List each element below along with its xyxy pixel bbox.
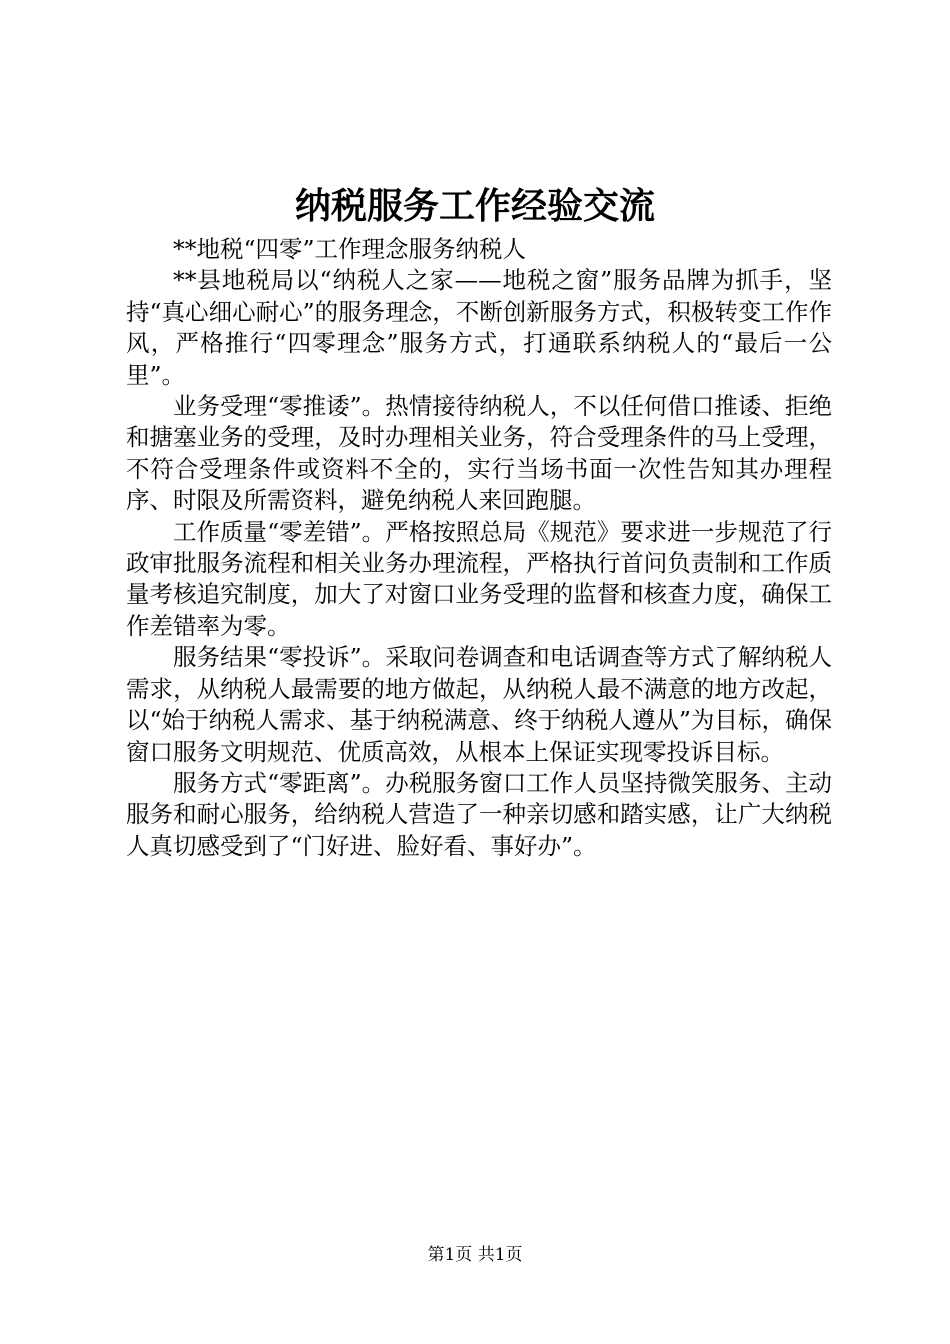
paragraph-work-quality: 工作质量“零差错”。严格按照总局《规范》要求进一步规范了行政审批服务流程和相关业务办理流程，严格执行首问负责制和工作质量考核追究制度，加大了对窗口业务受理的监督和核查力度，确保工作差错率为零。 [126,517,832,640]
page-footer: 第1页 共1页 [427,1245,523,1265]
document-subtitle: **地税“四零”工作理念服务纳税人 [173,235,527,263]
paragraph-service-result: 服务结果“零投诉”。采取问卷调查和电话调查等方式了解纳税人需求，从纳税人最需要的地方做起，从纳税人最不满意的地方改起，以“始于纳税人需求、基于纳税满意、终于纳税人遵从”为目标，确保窗口服务文明规范、优质高效，从根本上保证实现零投诉目标。 [126,643,832,766]
paragraph-intro: **县地税局以“纳税人之家——地税之窗”服务品牌为抓手，坚持“真心细心耐心”的服务理念，不断创新服务方式，积极转变工作作风，严格推行“四零理念”服务方式，打通联系纳税人的“最后一公里”。 [126,266,832,389]
paragraph-business-acceptance: 业务受理“零推诿”。热情接待纳税人，不以任何借口推诿、拒绝和搪塞业务的受理，及时办理相关业务，符合受理条件的马上受理，不符合受理条件或资料不全的，实行当场书面一次性告知其办理程序、时限及所需资料，避免纳税人来回跑腿。 [126,392,832,515]
document-title: 纳税服务工作经验交流 [294,185,655,227]
paragraph-service-method: 服务方式“零距离”。办税服务窗口工作人员坚持微笑服务、主动服务和耐心服务，给纳税人营造了一种亲切感和踏实感，让广大纳税人真切感受到了“门好进、脸好看、事好办”。 [126,768,832,860]
document-body [126,234,832,862]
